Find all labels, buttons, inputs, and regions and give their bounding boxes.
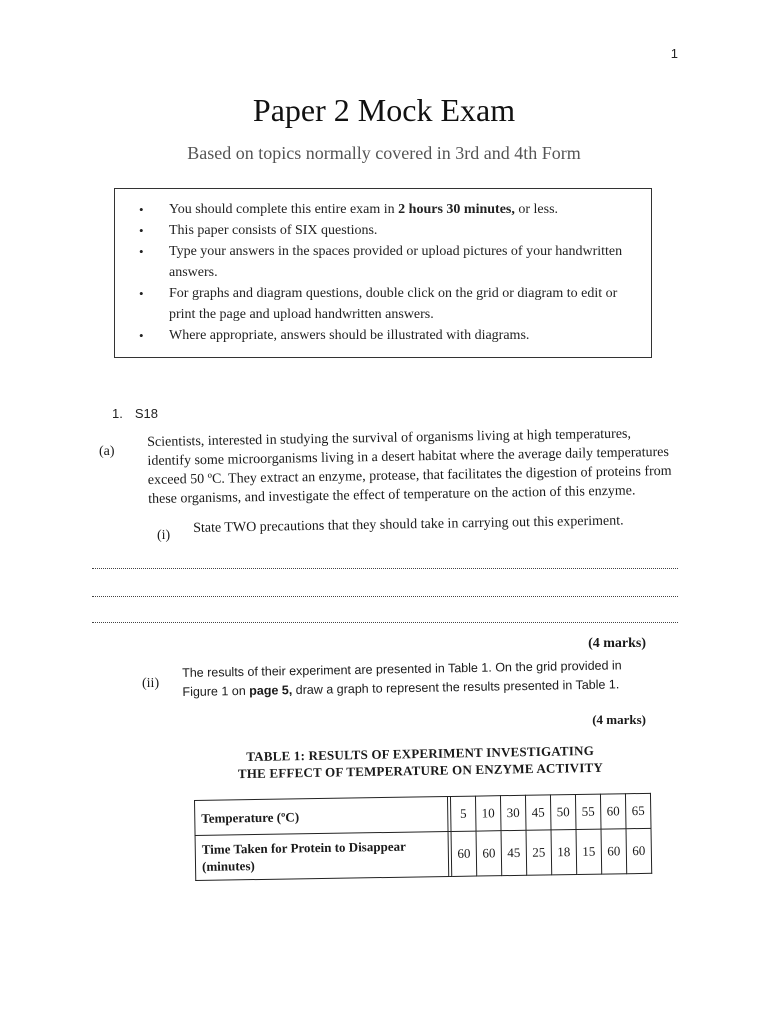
instruction-text: You should complete this entire exam in	[169, 202, 399, 217]
question-code: S18	[134, 406, 158, 421]
instruction-text: Type your answers in the spaces provided or upload pictures of your handwritten answers.	[169, 244, 623, 280]
instruction-item	[135, 220, 637, 241]
subpart-i-label: (i)	[157, 528, 171, 543]
bullet-icon: •	[139, 223, 144, 238]
marks-label: (4 marks)	[588, 636, 646, 651]
temperature-cell: 60	[600, 794, 626, 829]
time-cell: 45	[501, 830, 527, 875]
instruction-text: or less.	[514, 202, 559, 217]
part-a-label: (a)	[99, 444, 115, 459]
answer-line[interactable]	[92, 596, 678, 597]
temperature-cell: 30	[500, 795, 526, 830]
bullet-icon: •	[139, 286, 144, 301]
results-table	[194, 793, 652, 881]
bullet-icon: •	[139, 328, 144, 343]
part-a-text: Scientists, interested in studying the survival of organisms living at high temperatures, identify some microorganisms living in a desert habitat where the average daily temperatures exceed 50 ºC. They extract an enzyme, protease, that facilitates the digestion of proteins from these organisms, and investigate the effect of temperature on the action of this enzyme.	[147, 426, 672, 507]
answer-line[interactable]	[92, 622, 678, 623]
bullet-icon: •	[139, 202, 144, 217]
subpart-i-text: State TWO precautions that they should take in carrying out this experiment.	[193, 513, 624, 536]
time-cell: 25	[526, 830, 552, 875]
temperature-cell: 10	[475, 796, 501, 831]
instruction-text: Where appropriate, answers should be illustrated with diagrams.	[169, 328, 530, 343]
time-cell: 18	[551, 830, 577, 875]
question-heading	[112, 406, 158, 421]
time-cell: 15	[576, 829, 602, 874]
instruction-item	[135, 283, 637, 325]
question-number: 1.	[112, 406, 123, 421]
instruction-text: For graphs and diagram questions, double click on the grid or diagram to edit or print the page and upload handwritten answers.	[169, 286, 618, 322]
table-caption-line: THE EFFECT OF TEMPERATURE ON ENZYME ACTIVITY	[237, 759, 604, 782]
instructions-box	[114, 188, 652, 358]
bullet-icon: •	[139, 244, 144, 259]
subpart-ii-text: The results of their experiment are presented in Table 1. On the grid provided in Figure 1 on page 5, draw a graph to represent the results presented in Table 1.	[182, 658, 622, 699]
instruction-item	[135, 199, 637, 220]
instruction-text: This paper consists of SIX questions.	[169, 223, 378, 238]
row-header-temperature: Temperature (ºC)	[195, 797, 449, 836]
instruction-duration: 2 hours 30 minutes,	[398, 202, 515, 217]
temperature-cell: 45	[525, 795, 551, 830]
temperature-cell: 55	[575, 794, 601, 829]
instructions-list	[135, 199, 637, 346]
table-caption	[210, 741, 631, 782]
instruction-item	[135, 241, 637, 283]
answer-line[interactable]	[92, 568, 678, 569]
page-title: Paper 2 Mock Exam	[252, 92, 516, 128]
page-subtitle: Based on topics normally covered in 3rd and 4th Form	[187, 143, 581, 163]
page-number: 1	[670, 46, 678, 61]
time-cell: 60	[626, 828, 652, 873]
time-cell: 60	[476, 831, 502, 876]
instruction-item	[135, 325, 637, 346]
temperature-cell: 5	[450, 796, 476, 831]
temperature-cell: 65	[625, 793, 651, 828]
table-caption-line: TABLE 1: RESULTS OF EXPERIMENT INVESTIGATING	[246, 742, 595, 765]
page-reference: page 5,	[249, 683, 293, 698]
subpart-ii-label: (ii)	[142, 676, 160, 691]
time-cell: 60	[451, 831, 477, 876]
marks-label: (4 marks)	[592, 712, 646, 727]
table-row-time	[195, 828, 652, 880]
temperature-cell: 50	[550, 795, 576, 830]
row-header-time: Time Taken for Protein to Disappear (minutes)	[195, 832, 449, 881]
time-cell: 60	[601, 829, 627, 874]
